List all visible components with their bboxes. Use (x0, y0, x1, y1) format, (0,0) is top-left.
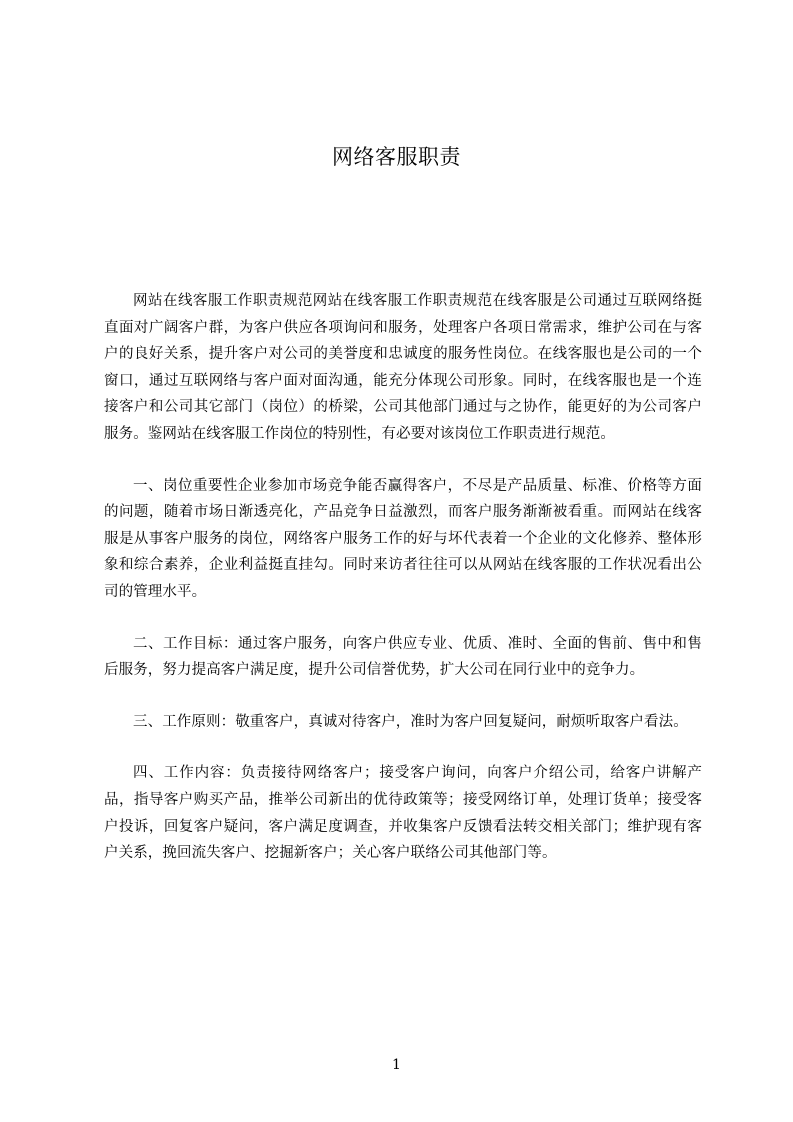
paragraph-section-4: 四、工作内容：负责接待网络客户；接受客户询问，向客户介绍公司，给客户讲解产品，指导客户购买产品，推举公司新出的优待政策等；接受网络订单，处理订货单；接受客户投诉，回复客户疑问，客户满足度调查，并收集客户反馈看法转交相关部门；维护现有客户关系，挽回流失客户、挖掘新客户；关心客户联络公司其他部门等。 (104, 765, 702, 862)
paragraph-section-2: 二、工作目标：通过客户服务，向客户供应专业、优质、准时、全面的售前、售中和售后服务，努力提高客户满足度，提升公司信誉优势，扩大公司在同行业中的竞争力。 (104, 635, 702, 679)
document-body (104, 288, 702, 892)
page-title: 网络客服职责 (332, 145, 461, 169)
page-number: 1 (392, 1057, 401, 1073)
paragraph-section-1: 一、岗位重要性企业参加市场竞争能否赢得客户，不尽是产品质量、标准、价格等方面的问题，随着市场日渐透亮化，产品竞争日益激烈，而客户服务渐渐被看重。而网站在线客服是从事客户服务的岗位，网络客户服务工作的好与坏代表着一个企业的文化修养、整体形象和综合素养，企业利益挺直挂勾。同时来访者往往可以从网站在线客服的工作状况看出公司的管理水平。 (104, 477, 702, 600)
paragraph-intro: 网站在线客服工作职责规范网站在线客服工作职责规范在线客服是公司通过互联网络挺直面对广阔客户群，为客户供应各项询问和服务，处理客户各项日常需求，维护公司在与客户的良好关系，提升客户对公司的美誉度和忠诚度的服务性岗位。在线客服也是公司的一个窗口，通过互联网络与客户面对面沟通，能充分体现公司形象。同时，在线客服也是一个连接客户和公司其它部门（岗位）的桥梁，公司其他部门通过与之协作，能更好的为公司客户服务。鉴网站在线客服工作岗位的特别性，有必要对该岗位工作职责进行规范。 (104, 293, 702, 442)
paragraph-section-3: 三、工作原则：敬重客户，真诚对待客户，准时为客户回复疑问，耐烦听取客户看法。 (133, 713, 688, 730)
